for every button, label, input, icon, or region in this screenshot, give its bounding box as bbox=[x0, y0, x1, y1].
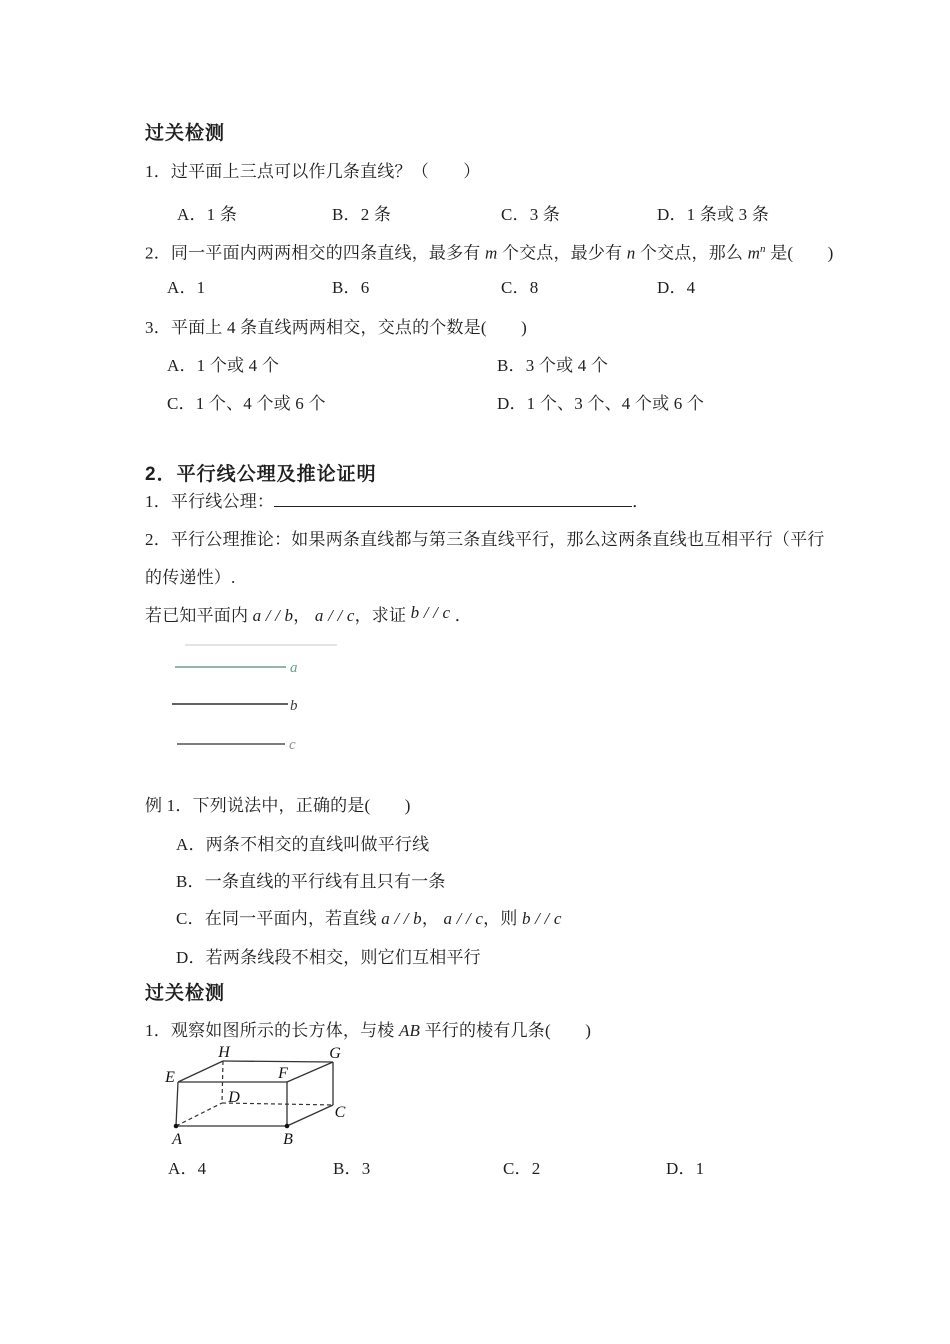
q3-option-b: B．3 个或 4 个 bbox=[497, 356, 609, 375]
example1-option-a: A．两条不相交的直线叫做平行线 bbox=[176, 835, 430, 854]
fill-in-blank bbox=[274, 492, 632, 507]
q2-option-b: B．6 bbox=[332, 278, 370, 297]
var-m: m bbox=[484, 243, 498, 263]
question-3: 3．平面上 4 条直线两两相交，交点的个数是( ) bbox=[145, 318, 528, 337]
cuboid-option-a: A．4 bbox=[168, 1159, 207, 1178]
formula-a-parallel-c: a / / c bbox=[314, 606, 355, 625]
section3-heading: 过关检测 bbox=[145, 983, 226, 1004]
example1-option-c: C．在同一平面内，若直线 a / / b， a / / c，则 b / / c bbox=[176, 909, 562, 928]
cuboid-option-d: D．1 bbox=[666, 1159, 705, 1178]
q3-option-a: A．1 个或 4 个 bbox=[167, 356, 280, 375]
edge-EA bbox=[176, 1082, 178, 1126]
var-exponent-n: n bbox=[760, 243, 766, 255]
cuboid-label-H: H bbox=[218, 1044, 230, 1061]
cuboid-label-D: D bbox=[228, 1089, 240, 1106]
cuboid-label-E: E bbox=[165, 1069, 175, 1086]
question-3-options-row2 bbox=[0, 389, 950, 411]
cuboid-option-c: C．2 bbox=[503, 1159, 541, 1178]
axiom-period: ． bbox=[632, 492, 650, 511]
q2-option-c: C．8 bbox=[501, 278, 539, 297]
example1-option-b: B．一条直线的平行线有且只有一条 bbox=[176, 872, 446, 891]
axiom-label: 1．平行线公理： bbox=[145, 492, 275, 511]
premise-line: 若已知平面内 a / / b， a / / c，求证 b / / c ． bbox=[145, 603, 472, 625]
q3-option-c: C．1 个、4 个或 6 个 bbox=[167, 394, 326, 413]
edge-FG bbox=[287, 1062, 333, 1082]
formula-b-parallel-c: b / / c bbox=[410, 603, 451, 622]
q2-option-d: D．4 bbox=[657, 278, 696, 297]
edge-HG bbox=[223, 1061, 333, 1062]
cuboid-label-G: G bbox=[329, 1045, 341, 1062]
question-2: 2．同一平面内两两相交的四条直线，最多有 m 个交点，最少有 n 个交点，那么 $m^n$ 是( ) bbox=[145, 243, 834, 263]
cuboid-label-F: F bbox=[278, 1065, 288, 1082]
q1-option-c: C．3 条 bbox=[501, 205, 561, 224]
section1-heading: 过关检测 bbox=[145, 123, 226, 144]
vertex-B-dot bbox=[285, 1124, 290, 1129]
cuboid-label-A: A bbox=[172, 1131, 182, 1148]
axiom-line bbox=[145, 491, 649, 512]
q1-option-d: D．1 条或 3 条 bbox=[657, 205, 770, 224]
cuboid-question-options bbox=[0, 1154, 950, 1176]
corollary-line1: 2．平行公理推论：如果两条直线都与第三条直线平行，那么这两条直线也互相平行（平行 bbox=[145, 530, 825, 549]
formula-a-parallel-b: a / / b bbox=[252, 606, 294, 625]
cuboid-question: 1．观察如图所示的长方体，与棱 AB 平行的棱有几条( ) bbox=[145, 1021, 592, 1040]
cuboid-label-B: B bbox=[283, 1131, 293, 1148]
formula-a-parallel-c-2: a / / c bbox=[443, 909, 484, 928]
parallel-lines-figure bbox=[160, 630, 370, 765]
line-c-label: c bbox=[289, 737, 296, 753]
edge-BC bbox=[287, 1105, 333, 1126]
q3-option-d: D．1 个、3 个、4 个或 6 个 bbox=[497, 394, 705, 413]
edge-AD-hidden bbox=[176, 1103, 222, 1126]
cuboid-figure bbox=[150, 1042, 365, 1154]
section2-heading: 2．平行线公理及推论证明 bbox=[145, 464, 377, 485]
var-m-power: m bbox=[747, 243, 761, 263]
edge-EH bbox=[178, 1061, 223, 1082]
vertex-A-dot bbox=[174, 1124, 179, 1129]
q1-option-b: B．2 条 bbox=[332, 205, 392, 224]
formula-a-parallel-b-2: a / / b bbox=[381, 909, 422, 928]
example1-option-d: D．若两条线段不相交，则它们互相平行 bbox=[176, 948, 481, 967]
formula-b-parallel-c-2: b / / c bbox=[521, 909, 562, 928]
question-1-options bbox=[0, 200, 950, 222]
question-1: 1．过平面上三点可以作几条直线？（ ） bbox=[145, 162, 481, 181]
var-AB: AB bbox=[398, 1021, 421, 1040]
question-2-options bbox=[0, 273, 950, 295]
q2-option-a: A．1 bbox=[167, 278, 206, 297]
q1-option-a: A．1 条 bbox=[177, 205, 238, 224]
question-3-options-row1 bbox=[0, 351, 950, 373]
var-n: n bbox=[626, 243, 636, 263]
line-b-label: b bbox=[290, 698, 298, 714]
example1-stem: 例 1．下列说法中，正确的是( ) bbox=[145, 796, 411, 815]
cuboid-option-b: B．3 bbox=[333, 1159, 371, 1178]
cuboid-label-C: C bbox=[334, 1104, 346, 1121]
corollary-line2: 的传递性）. bbox=[145, 568, 236, 587]
line-a-label: a bbox=[290, 660, 298, 676]
